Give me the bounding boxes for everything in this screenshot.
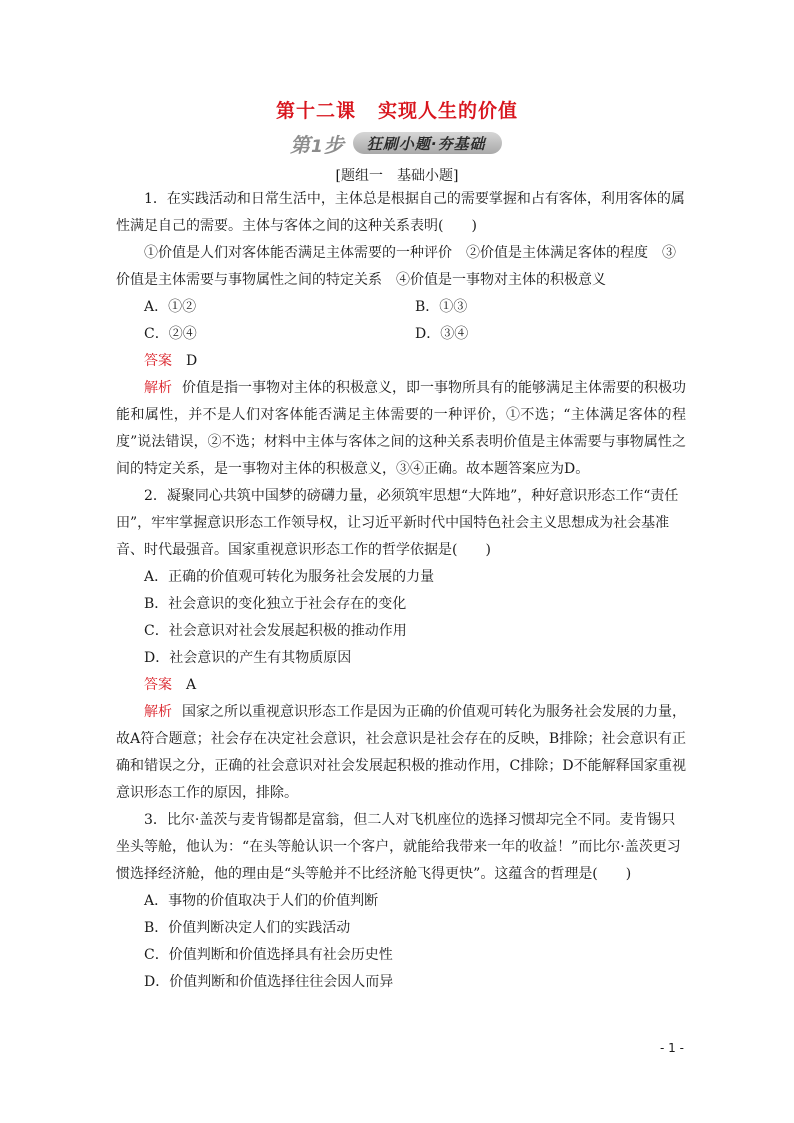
answer-tag: 答案 (144, 353, 172, 369)
question-1-options-row-2 (116, 321, 686, 348)
option-a: A．正确的价值观可转化为服务社会发展的力量 (144, 569, 435, 585)
option-b: B．社会意识的变化独立于社会存在的变化 (144, 596, 407, 612)
question-1-answer (116, 348, 686, 375)
question-3-stem: 3．比尔·盖茨与麦肯锡都是富翁，但二人对飞机座位的选择习惯却完全不同。麦肯锡只坐头等舱，他认为：“在头等舱认识一个客户，就能给我带来一年的收益！”而比尔·盖茨更习惯选择经济舱，他的理由是“头等舱并不比经济舱飞得更快”。这蕴含的哲理是( ) (116, 812, 681, 882)
option-c: C．价值判断和价值选择具有社会历史性 (144, 947, 393, 963)
answer-value: D (186, 353, 198, 369)
question-2-answer (116, 672, 686, 699)
lesson-name: 实现人生的价值 (378, 100, 519, 122)
option-c: C．社会意识对社会发展起积极的推动作用 (144, 623, 407, 639)
question-2-stem: 2．凝聚同心共筑中国梦的磅礴力量，必须筑牢思想“大阵地”，种好意识形态工作“责任田”，牢牢掌握意识形态工作领导权，让习近平新时代中国特色社会主义思想成为社会基准音、时代最强音。国家重视意识形态工作的哲学依据是( ) (116, 488, 679, 558)
option-d: D．价值判断和价值选择往往会因人而异 (144, 974, 394, 990)
option-b: B．价值判断决定人们的实践活动 (144, 920, 351, 936)
question-group-label: [题组一 基础小题] (335, 168, 459, 184)
step-banner (290, 130, 538, 156)
question-1-statements: ①价值是人们对客体能否满足主体需要的一种评价 ②价值是主体满足客体的程度 ③价值是主体需要与事物属性之间的特定关系 ④价值是一事物对主体的积极意义 (116, 245, 676, 288)
answer-tag: 答案 (144, 677, 172, 693)
question-1-options-row-1 (116, 294, 686, 321)
step-label: 第1步 (290, 132, 345, 157)
explanation-tag: 解析 (144, 704, 172, 720)
page-number: - 1 - (660, 1041, 684, 1055)
question-1-explanation (116, 375, 686, 483)
explanation-text: 国家之所以重视意识形态工作是因为正确的价值观可转化为服务社会发展的力量，故A符合题意；社会存在决定社会意识，社会意识是社会存在的反映，B排除；社会意识有正确和错误之分，正确的社会意识对社会发展起积极的推动作用，C排除；D不能解释国家重视意识形态工作的原因，排除。 (116, 704, 686, 801)
step-slogan: 狂刷小题·夯基础 (353, 132, 502, 154)
option-a: A．①② (144, 299, 197, 315)
explanation-text: 价值是指一事物对主体的积极意义，即一事物所具有的能够满足主体需要的积极功能和属性，并不是人们对客体能否满足主体需要的一种评价，①不选；“主体满足客体的程度”说法错误，②不选；材料中主体与客体之间的这种关系表明价值是主体需要与事物属性之间的特定关系，是一事物对主体的积极意义，③④正确。故本题答案应为D。 (116, 380, 686, 477)
question-1-stem: 1．在实践活动和日常生活中，主体总是根据自己的需要掌握和占有客体，利用客体的属性满足自己的需要。主体与客体之间的这种关系表明( ) (116, 191, 685, 234)
option-b: B．①③ (415, 299, 468, 315)
lesson-title (0, 96, 794, 123)
question-list (116, 186, 686, 996)
option-c: C．②④ (144, 326, 197, 342)
option-d: D．③④ (415, 326, 469, 342)
answer-value: A (186, 677, 197, 693)
option-d: D．社会意识的产生有其物质原因 (144, 650, 352, 666)
option-a: A．事物的价值取决于人们的价值判断 (144, 893, 379, 909)
explanation-tag: 解析 (144, 380, 172, 396)
question-2-explanation (116, 699, 686, 807)
lesson-number: 第十二课 (275, 100, 356, 122)
